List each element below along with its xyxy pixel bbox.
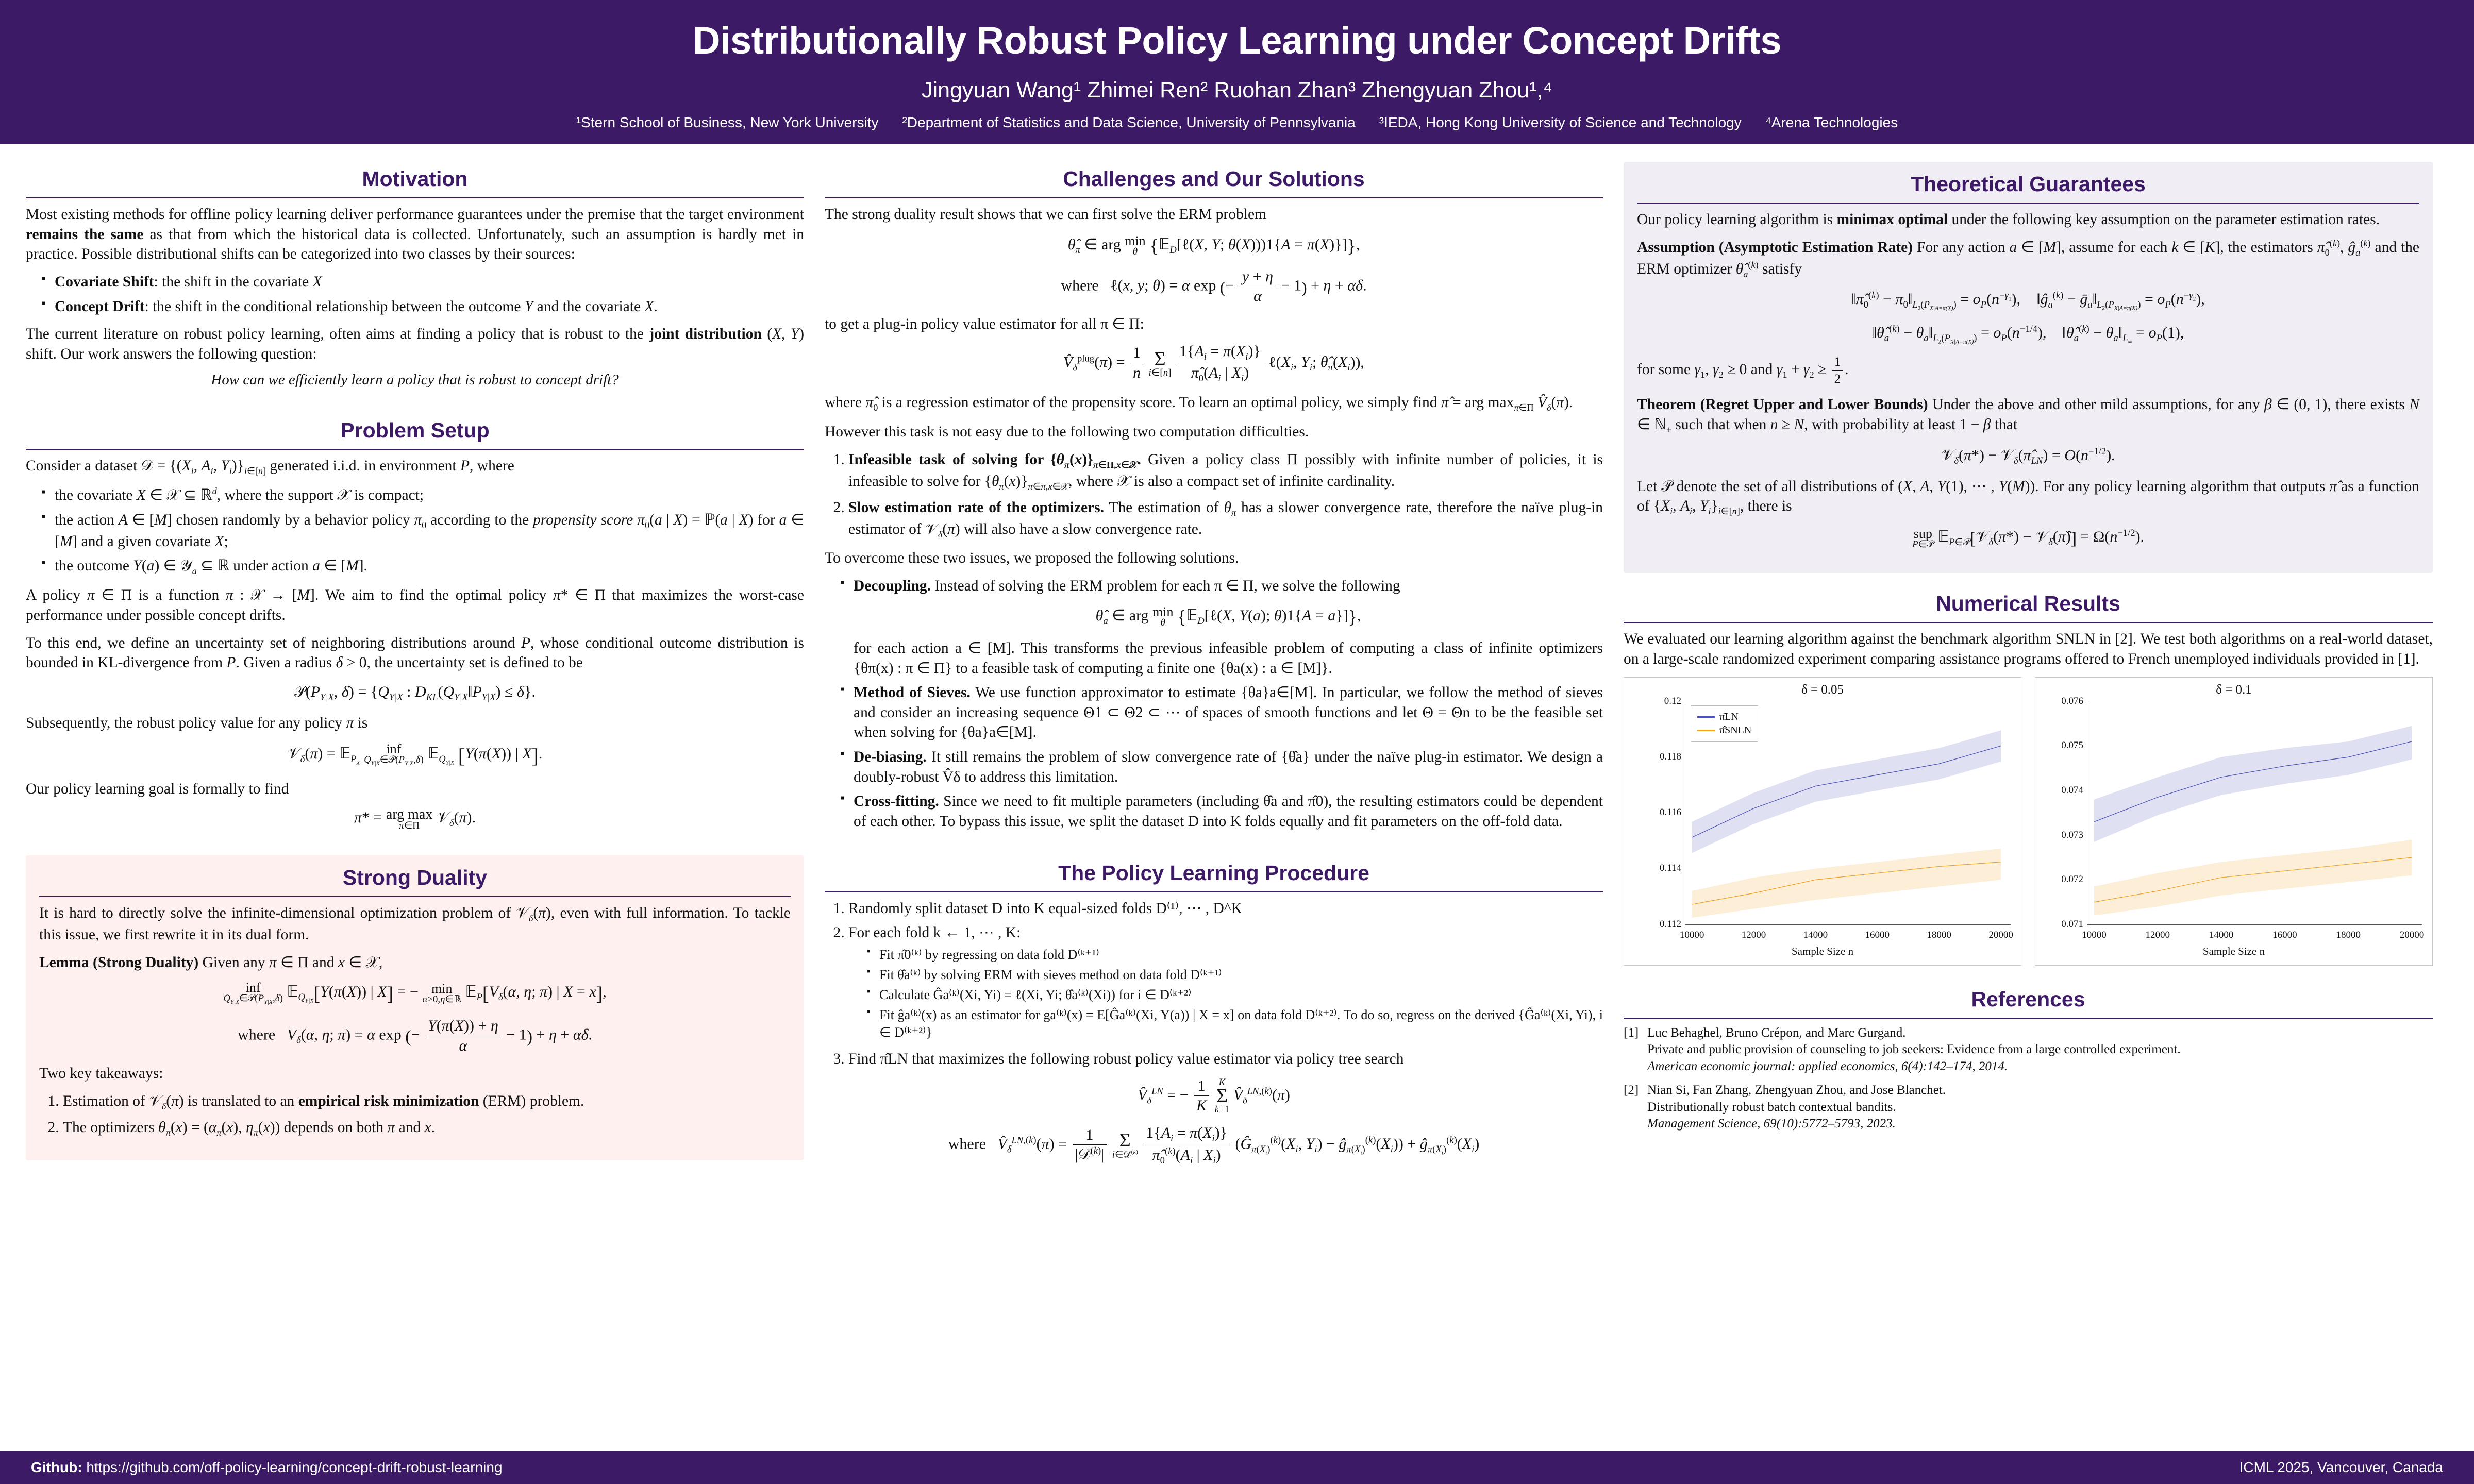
list-item bbox=[840, 683, 1603, 743]
solution-text-decoupling: Instead of solving the ERM problem for each π ∈ Π, we solve the following bbox=[934, 578, 1400, 595]
references-heading: References bbox=[1624, 987, 2433, 1019]
duality-takeaways-label: Two key takeaways: bbox=[39, 1065, 163, 1082]
affiliation-1: ¹Stern School of Business, New York University bbox=[576, 114, 879, 130]
solution-note-decoupling: for each action a ∈ [M]. This transforms the previous infeasible problem of computing a class of infinite optimizers {θπ(x) : π ∈ Π} to a feasible task of computing a finite one {θa(x) : a ∈ [M]}. bbox=[854, 639, 1603, 677]
equation-robust-value: 𝒱$_\delta$(π) = 𝔼$_{P_X}$ inf $Q_{Y|X}\in 𝒫(P_{Y|X},\delta)$ 𝔼$_{Q_{Y|X}}$ [Y(π(X)) | X]. bbox=[287, 741, 543, 767]
motivation-bullets bbox=[26, 272, 804, 316]
page-title: Distributionally Robust Policy Learning under Concept Drifts bbox=[692, 19, 1782, 62]
challenges-heading: Challenges and Our Solutions bbox=[825, 167, 1603, 198]
chart-1-xtick: 20000 bbox=[1988, 929, 2013, 940]
setup-paragraph-3: To this end, we define an uncertainty set of neighboring distributions around P, whose conditional outcome distribution is bounded in KL-divergence from P. Given a radius δ > 0, the uncertainty set is defined to be bbox=[26, 634, 805, 671]
equation-uncertainty-set: $𝒫(P_{Y|X}$, $\delta) = \{Q_{Y|X}$ : $D_{KL}(Q_{Y|X}‖P_{Y|X}) \le \delta$}. bbox=[294, 683, 536, 703]
poster-footer bbox=[0, 1451, 2474, 1484]
theory-assumption-label: Assumption (Asymptotic Estimation Rate) bbox=[1637, 239, 1913, 256]
list-item bbox=[840, 791, 1603, 831]
procedure-substeps bbox=[848, 946, 1603, 1041]
procedure-substep-1: Fit π̂0⁽ᵏ⁾ by regressing on data fold D⁽ᵏ⁺¹⁾ bbox=[879, 947, 1099, 962]
list-item: ▪ the outcome Y(a) ∈ 𝒴$_a$ ⊆ ℝ under action a ∈ [M]. bbox=[41, 556, 804, 578]
chart-2-ytick: 0.073 bbox=[2061, 829, 2083, 840]
figure-row bbox=[1624, 677, 2433, 966]
poster-body bbox=[0, 144, 2474, 1451]
motivation-heading: Motivation bbox=[26, 167, 804, 198]
challenges-paragraph-5: To overcome these two issues, we proposed the following solutions. bbox=[825, 550, 1239, 567]
solution-label-decoupling: Decoupling. bbox=[854, 578, 931, 595]
theory-assumption-line bbox=[1637, 238, 2419, 281]
motivation-paragraph-2: The current literature on robust policy learning, often aims at finding a policy that is robust to the joint distribution (X, Y) shift. Our work answers the following question: bbox=[26, 326, 805, 362]
list-item: 1. Infeasible task of solving for $\{\theta_\pi(x)\}_{\pi\in\Pi,x\in 𝒳}$. Given a policy class Π possibly with infinite number of policies, it is infeasible to solve for $\{\theta_\pi(x)\}_{\pi\in\pi,x\in 𝒳}$, where 𝒳 is also a compact set of infinite cardinality. bbox=[848, 450, 1603, 493]
chart-1-plot-area bbox=[1659, 695, 2013, 940]
chart-2-xtick: 12000 bbox=[2145, 929, 2170, 940]
reference-title: Private and public provision of counseling to job seekers: Evidence from a large controlled experiment. bbox=[1647, 1042, 2181, 1057]
chart-1-ytick: 0.114 bbox=[1659, 863, 1681, 874]
chart-1-xlabel: Sample Size n bbox=[1791, 945, 1854, 957]
section-motivation bbox=[26, 162, 804, 400]
chart-1-ytick: 0.118 bbox=[1659, 751, 1681, 762]
chart-2-xtick: 18000 bbox=[2336, 929, 2361, 940]
theory-assumption-tail: for some $\gamma_1$, $\gamma_2 \ge 0$ and $\gamma_1 + \gamma_2$ ≥ $\frac{1}{2}$ . bbox=[1637, 355, 1849, 386]
equation-vln-where: where $V̂_\delta^{LN,(k)}(\pi)$ = $\frac{1}{|𝒟^{(k)}|}$ Σ i∈𝒟$^{(k)}$ $\frac{1\{A_i = \pi(X_i)\}}{\pî_0^{(k)}(A_i | X_i)}$ ($Ĝ_{\pi(X_i)}^{(k)}(X_i$, $Y_i$) − $ĝ_{\pi(X_i)}^{(k)}(X_i)$) + $ĝ_{\pi(X_i)}^{(k)}(X_i)$ bbox=[948, 1124, 1480, 1166]
duality-lemma-line bbox=[39, 953, 791, 973]
solution-label-sieves: Method of Sieves. bbox=[854, 684, 971, 701]
chart-1-legend bbox=[1691, 705, 1758, 742]
list-item: ▪ the covariate X ∈ 𝒳 ⊆ ℝ$^d$, where the support 𝒳 is compact; bbox=[41, 485, 804, 505]
theory-theorem-text: Under the above and other mild assumptions, for any β ∈ (0, 1), there exists N ∈ ℕ$_+$ such that when n ≥ N, with probability at least 1 − β that bbox=[1637, 396, 2419, 435]
equation-rates-2: $‖\thetâ_a^{(k)}$ − $\theta_a‖_{L_2(P_{X|A=\pi(X)})} = o_P(n^{-1/4})$, $‖\thetâ_a^{(k)}$ − $\theta_a‖_{L_\infty} = o_P(1)$, bbox=[1872, 323, 2184, 345]
procedure-step-2: For each fold k ← 1, ⋯ , K: bbox=[848, 924, 1021, 941]
chart-1-title: δ = 0.05 bbox=[1801, 682, 1844, 697]
chart-1-xtick: 14000 bbox=[1803, 929, 1828, 940]
equation-vln: $V̂_\delta^{LN}$ = − $\frac{1}{K}$ K Σ k=1 $V̂_\delta^{LN,(k)}(\pi)$ bbox=[1138, 1077, 1290, 1116]
legend-entry bbox=[1697, 724, 1751, 736]
section-strong-duality bbox=[26, 855, 804, 1160]
list-item: ▪ Concept Drift: the shift in the conditional relationship between the outcome Y and the covariate X. bbox=[41, 297, 804, 317]
procedure-substep-4: Fit ĝa⁽ᵏ⁾(x) as an estimator for ga⁽ᵏ⁾(x) = E[Ĝa⁽ᵏ⁾(Xi, Y(a)) | X = x] on data fold D⁽ᵏ⁺²⁾. To do so, regress on the derived {Ĝa⁽ᵏ⁾(Xi, Yi), i ∈ D⁽ᵏ⁺²⁾} bbox=[879, 1007, 1603, 1040]
section-problem-setup bbox=[26, 413, 804, 842]
theory-paragraph-1: Our policy learning algorithm is minimax optimal under the following key assumption on the parameter estimation rates. bbox=[1637, 211, 2380, 228]
theory-assumption-text: For any action a ∈ [M], assume for each k ∈ [K], the estimators $\pî_0^{(k)}$, $ĝ_a^{(k)}$ and the ERM optimizer $\thetâ_a^{(k)}$ satisfy bbox=[1637, 238, 2420, 279]
section-challenges bbox=[825, 162, 1603, 842]
list-item: ▪ the action A ∈ [M] chosen randomly by a behavior policy $\pi_0$ according to the propensity score $\pi_0(a$ | X) = ℙ(a | X) for a ∈ [M] and a given covariate X; bbox=[41, 510, 804, 552]
chart-2-xtick: 20000 bbox=[2399, 929, 2425, 940]
chart-1-xtick: 18000 bbox=[1927, 929, 1951, 940]
chart-2-svg bbox=[2087, 701, 2422, 924]
challenges-paragraph-1: The strong duality result shows that we can first solve the ERM problem bbox=[825, 206, 1266, 223]
problem-setup-heading: Problem Setup bbox=[26, 418, 804, 450]
chart-2-xtick: 16000 bbox=[2272, 929, 2297, 940]
solution-text-debiasing: It still remains the problem of slow convergence rate of {θ̂a} under the naïve plug-in estimator. We design a doubly-robust V̂δ to address this limitation. bbox=[854, 749, 1603, 785]
github-url[interactable]: https://github.com/off-policy-learning/concept-drift-robust-learning bbox=[86, 1459, 503, 1475]
list-item bbox=[840, 576, 1603, 678]
reference-list bbox=[1624, 1025, 2433, 1133]
legend-entry bbox=[1697, 711, 1751, 723]
equation-erm: $\thetâ_\pi$ ∈ arg min θ {𝔼$_D$[ℓ(X, Y; θ(X)))1{A = π(X)}]}, bbox=[1067, 233, 1360, 258]
challenges-paragraph-2: to get a plug-in policy value estimator for all π ∈ Π: bbox=[825, 315, 1144, 332]
list-item bbox=[848, 899, 1603, 919]
numerical-paragraph-1: We evaluated our learning algorithm against the benchmark algorithm SNLN in [2]. We test both algorithms on a real-world dataset, on a large-scale randomized experiment comparing assistance programs offered to French unemployed individuals provided in [1]. bbox=[1624, 631, 2433, 668]
equation-regret-lower: sup P∈𝒫 𝔼$_{P\in 𝒫}$[𝒱$_\delta$(π*) − 𝒱$_\delta$(π̂)] = $\Omega(n^{-1/2})$. bbox=[1912, 526, 2145, 550]
column-left bbox=[26, 162, 804, 1446]
strong-duality-heading: Strong Duality bbox=[39, 866, 791, 897]
legend-swatch-icon bbox=[1697, 716, 1715, 718]
duality-lemma-text: Given any π ∈ Π and x ∈ 𝒳, bbox=[202, 954, 383, 971]
solution-text-crossfitting: Since we need to fit multiple parameters (including θ̂a and π̂0), the resulting estimators could be dependent of each other. To bypass this issue, we split the dataset D into K folds equally and fit parameters on the off-fold data. bbox=[854, 793, 1603, 830]
theory-theorem-tail: Let 𝒫 denote the set of all distributions of (X, A, Y(1), ⋯ , Y(M)). For any policy learning algorithm that outputs π̂ as a function of {$X_i$, $A_i$, $Y_i\}_{i\in[n]}$, there is bbox=[1637, 478, 2420, 517]
challenges-paragraph-3: where $\pî_0$ is a regression estimator of the propensity score. To learn an optimal policy, we simply find π̂ = arg $\max_{\pi\in\Pi}$ $V̂_\delta(\pi)$. bbox=[825, 394, 1573, 413]
setup-bullets bbox=[26, 485, 804, 578]
equation-ell: where ℓ(x, y; θ) = α exp (− $\frac{y + \eta}{\alpha}$ − 1) + η + αδ. bbox=[1061, 267, 1367, 305]
reference-authors: Nian Si, Fan Zhang, Zhengyuan Zhou, and Jose Blanchet. bbox=[1647, 1083, 1946, 1098]
equation-regret-upper: 𝒱$_\delta$(π*) − $𝒱_\delta(\pî_{LN}) = O(n^{-1/2})$. bbox=[1941, 446, 2115, 466]
column-right bbox=[1624, 162, 2433, 1446]
equation-decoupled-erm: $\thetâ_a$ ∈ arg min θ {𝔼$_D$[ℓ(X, Y(a); θ)1{A = a}]}, bbox=[1095, 604, 1361, 629]
reference-number: [1] bbox=[1624, 1025, 1639, 1040]
column-middle bbox=[825, 162, 1603, 1446]
section-procedure bbox=[825, 856, 1603, 1178]
equation-plugin: $V̂_\delta^{plug}(\pi)$ = $\frac{1}{n}$ Σ i∈[n] $\frac{1\{A_i = \pi(X_i)\}}{\pî_0(A_i | X_i)}$ $\ell(X_i$, $Y_i$; $\thetâ_\pi(X_i)$), bbox=[1063, 342, 1364, 384]
list-item bbox=[867, 1006, 1603, 1041]
list-item bbox=[867, 966, 1603, 984]
motivation-paragraph-1: Most existing methods for offline policy learning deliver performance guarantees under the premise that the target environment remains the same as that from which the historical data is collected. Unfortunately, such an assumption is hardly met in practice. Possible distributional shifts can be categorized into two classes by their sources: bbox=[26, 206, 804, 263]
chart-2-xtick: 10000 bbox=[2082, 929, 2107, 940]
chart-2-plot-area bbox=[2061, 695, 2425, 940]
procedure-step-1: Randomly split dataset D into K equal-sized folds D⁽¹⁾, ⋯ , D^K bbox=[848, 900, 1242, 917]
affiliation-2: ²Department of Statistics and Data Science, University of Pennsylvania bbox=[902, 114, 1356, 130]
poster-header bbox=[0, 0, 2474, 144]
equation-goal: π* = arg max π∈Π 𝒱$_\delta$(π). bbox=[354, 806, 476, 831]
reference-number: [2] bbox=[1624, 1083, 1639, 1098]
list-item bbox=[848, 1049, 1603, 1069]
challenges-numbered bbox=[825, 450, 1603, 541]
solution-label-debiasing: De-biasing. bbox=[854, 749, 927, 766]
reference-venue: American economic journal: applied economics, 6(4):142–174, 2014. bbox=[1647, 1059, 2008, 1073]
list-item bbox=[840, 747, 1603, 787]
list-item: ▪ Covariate Shift: the shift in the covariate X bbox=[41, 272, 804, 292]
chart-delta-01 bbox=[2035, 677, 2433, 966]
legend-label: π̂SNLN bbox=[1719, 724, 1752, 736]
chart-2-title: δ = 0.1 bbox=[2216, 682, 2252, 697]
setup-paragraph-5: Our policy learning goal is formally to find bbox=[26, 780, 289, 797]
equation-rates-1: $‖\pî_0^{(k)}$ − $\pi_0‖_{L_2(P_{X|A=\pi(X)})} = o_P(n^{-\gamma_1})$, $‖ĝ_a^{(k)}$ − $ḡ_a‖_{L_2(P_{X|A=\pi(X)})} = o_P(n^{-\gamma_2})$, bbox=[1851, 290, 2205, 312]
list-item bbox=[848, 923, 1603, 1041]
author-list: Jingyuan Wang¹ Zhimei Ren² Ruohan Zhan³ Zhengyuan Zhou¹,⁴ bbox=[922, 78, 1552, 103]
section-references bbox=[1624, 982, 2433, 1143]
chart-1-ytick: 0.112 bbox=[1659, 918, 1681, 930]
setup-paragraph-4: Subsequently, the robust policy value for any policy π is bbox=[26, 714, 368, 731]
solution-text-sieves: We use function approximator to estimate {θa}a∈[M]. In particular, we follow the method of sieves and consider an increasing sequence Θ1 ⊂ Θ2 ⊂ ⋯ of spaces of smooth functions and let Θ = Θn to be the feasible set when solving for {θa}a∈[M]. bbox=[854, 684, 1603, 741]
duality-paragraph-1: It is hard to directly solve the infinite-dimensional optimization problem of 𝒱$_\delta$(π), even with full information. To tackle this issue, we first rewrite it in its dual form. bbox=[39, 905, 791, 943]
reference-venue: Management Science, 69(10):5772–5793, 2023. bbox=[1647, 1117, 1896, 1131]
affiliation-4: ⁴Arena Technologies bbox=[1765, 114, 1898, 130]
affiliation-list bbox=[0, 114, 2474, 131]
equation-duality-where: where $V_\delta(\alpha$, η; π) = α exp (− $\frac{Y(\pi(X)) + \eta}{\alpha}$ − 1) + η + αδ. bbox=[237, 1017, 593, 1054]
challenges-paragraph-4: However this task is not easy due to the following two computation difficulties. bbox=[825, 424, 1309, 441]
list-item: 2. Slow estimation rate of the optimizers. The estimation of $\theta_\pi$ has a slower convergence rate, therefore the naïve plug-in estimator of 𝒱$_\delta$(π) will also have a slow convergence rate. bbox=[848, 498, 1603, 541]
list-item bbox=[1624, 1082, 2433, 1133]
section-numerical bbox=[1624, 586, 2433, 968]
chart-2-ytick: 0.075 bbox=[2061, 740, 2083, 751]
setup-paragraph-1: Consider a dataset 𝒟 = {($X_i$, $A_i$, $Y_i)\}_{i\in[n]}$ generated i.i.d. in environment P, where bbox=[26, 458, 514, 477]
chart-2-ytick: 0.076 bbox=[2061, 695, 2083, 706]
list-item: 2. The optimizers $\theta_\pi(x) = (\alpha_\pi(x)$, $\eta_\pi(x)$) depends on both π and x. bbox=[63, 1118, 791, 1139]
chart-2-ytick: 0.072 bbox=[2061, 874, 2083, 885]
github-label: Github: bbox=[31, 1459, 82, 1475]
numerical-heading: Numerical Results bbox=[1624, 592, 2433, 623]
chart-2-xtick: 14000 bbox=[2209, 929, 2234, 940]
chart-1-ytick: 0.116 bbox=[1659, 807, 1681, 818]
affiliation-3: ³IEDA, Hong Kong University of Science and Technology bbox=[1379, 114, 1742, 130]
section-theory bbox=[1624, 162, 2433, 573]
procedure-steps bbox=[825, 899, 1603, 1069]
list-item bbox=[1624, 1025, 2433, 1075]
chart-2-xlabel: Sample Size n bbox=[2202, 945, 2265, 957]
procedure-substep-3: Calculate Ĝa⁽ᵏ⁾(Xi, Yi) = ℓ(Xi, Yi; θ̂a⁽ᵏ⁾(Xi)) for i ∈ D⁽ᵏ⁺²⁾ bbox=[879, 987, 1192, 1003]
legend-swatch-icon bbox=[1697, 730, 1715, 731]
duality-lemma-label: Lemma (Strong Duality) bbox=[39, 954, 199, 971]
duality-takeaways bbox=[39, 1091, 791, 1139]
chart-2-ytick: 0.074 bbox=[2061, 784, 2083, 796]
list-item bbox=[867, 946, 1603, 964]
chart-1-xtick: 10000 bbox=[1679, 929, 1704, 940]
equation-duality: inf $Q_{Y|X}\in 𝒫(P_{Y|X},\delta)$ 𝔼$_{Q_{Y|X}}$[Y(π(X)) | X] = − min α≥0,η∈ℝ $𝔼_P[V_\delta(\alpha$, η; π) | X = x], bbox=[223, 980, 607, 1005]
theory-theorem-line bbox=[1637, 395, 2419, 436]
challenges-solutions bbox=[825, 576, 1603, 832]
github-link[interactable] bbox=[31, 1459, 503, 1476]
chart-delta-005 bbox=[1624, 677, 2021, 966]
legend-label: π̂LN bbox=[1719, 711, 1739, 722]
list-item bbox=[867, 986, 1603, 1004]
motivation-question: How can we efficiently learn a policy that is robust to concept drift? bbox=[211, 372, 619, 389]
reference-authors: Luc Behaghel, Bruno Crépon, and Marc Gurgand. bbox=[1647, 1025, 1906, 1040]
solution-label-crossfitting: Cross-fitting. bbox=[854, 793, 939, 810]
procedure-substep-2: Fit θ̂a⁽ᵏ⁾ by solving ERM with sieves method on data fold D⁽ᵏ⁺¹⁾ bbox=[879, 967, 1222, 982]
list-item: 1. Estimation of 𝒱$_\delta$(π) is translated to an empirical risk minimization (ERM) problem. bbox=[63, 1091, 791, 1113]
chart-1-xtick: 12000 bbox=[1741, 929, 1766, 940]
setup-paragraph-2: A policy π ∈ Π is a function π : 𝒳 → [M]. We aim to find the optimal policy π* ∈ Π that maximizes the worst-case performance under possible concept drifts. bbox=[26, 587, 804, 623]
chart-1-xtick: 16000 bbox=[1865, 929, 1890, 940]
chart-1-ytick: 0.12 bbox=[1664, 695, 1681, 706]
procedure-step-3: Find π̂LN that maximizes the following robust policy value estimator via policy tree search bbox=[848, 1051, 1404, 1068]
chart-2-ytick: 0.071 bbox=[2061, 918, 2083, 930]
theory-heading: Theoretical Guarantees bbox=[1637, 172, 2419, 204]
reference-title: Distributionally robust batch contextual bandits. bbox=[1647, 1100, 1896, 1114]
theory-theorem-label: Theorem (Regret Upper and Lower Bounds) bbox=[1637, 396, 1928, 413]
venue-label: ICML 2025, Vancouver, Canada bbox=[2239, 1459, 2443, 1475]
procedure-heading: The Policy Learning Procedure bbox=[825, 861, 1603, 892]
